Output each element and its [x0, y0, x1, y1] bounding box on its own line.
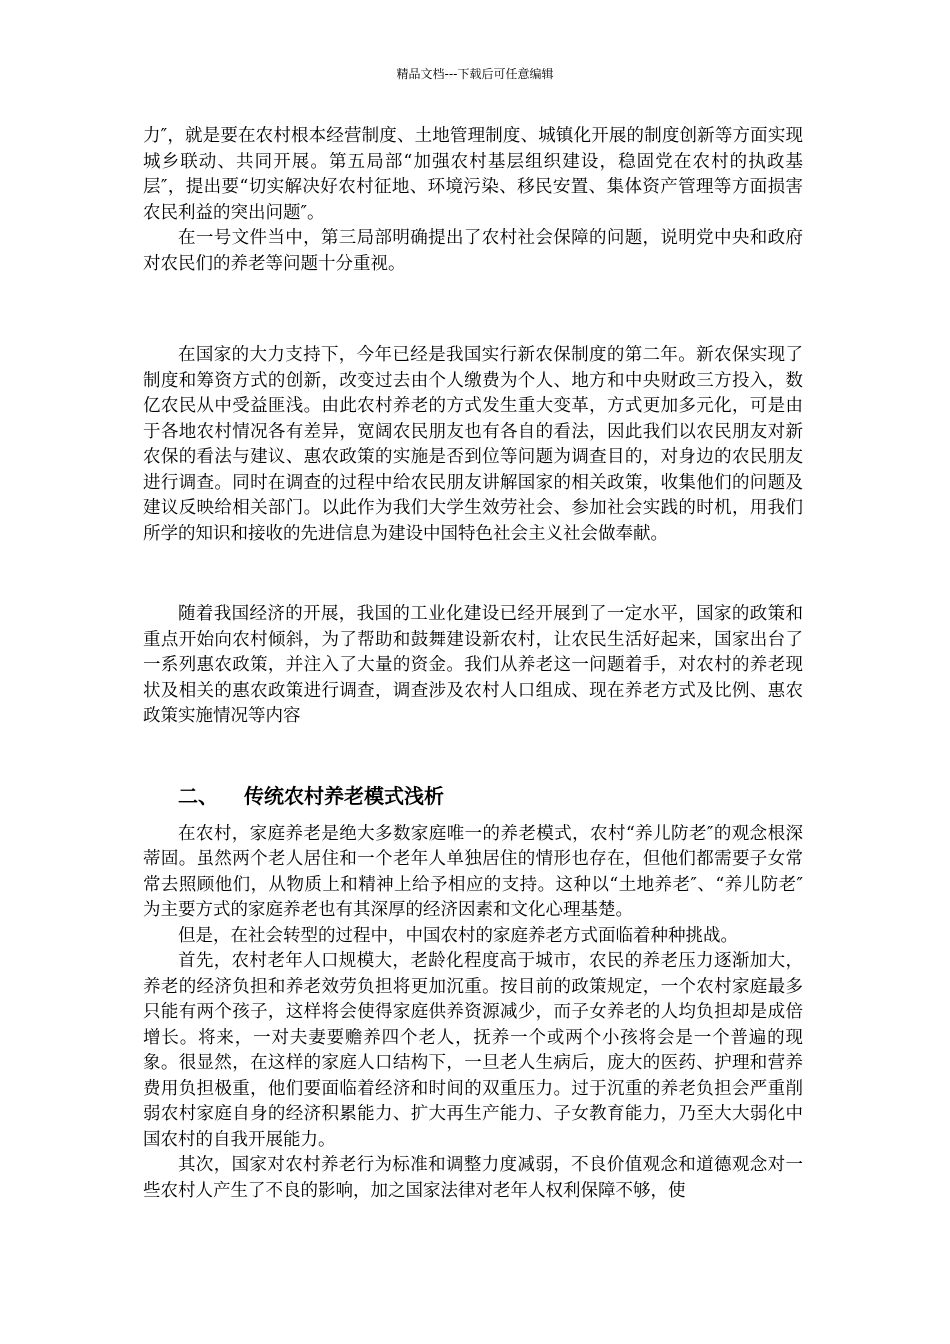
document-body: [143, 124, 803, 1204]
section-title: 传统农村养老模式浅析: [244, 783, 444, 808]
paragraph: 但是，在社会转型的过程中，中国农村的家庭养老方式面临着种种挑战。: [178, 925, 738, 946]
paragraph: 力″，就是要在农村根本经营制度、土地管理制度、城镇化开展的制度创新等方面实现城乡联动、共同开展。第五局部“加强农村基层组织建设，稳固党在农村的执政基层″，提出要“切实解决好农村征地、环境污染、移民安置、集体资产管理等方面损害农民利益的突出问题″。: [143, 126, 803, 223]
paragraph: 随着我国经济的开展，我国的工业化建设已经开展到了一定水平，国家的政策和重点开始向农村倾斜，为了帮助和鼓舞建设新农村，让农民生活好起来，国家出台了一系列惠农政策，并注入了大量的资金。我们从养老这一问题着手，对农村的养老现状及相关的惠农政策进行调查，调查涉及农村人口组成、现在养老方式及比例、惠农政策实施情况等内容: [143, 604, 803, 726]
page-header: 精品文档---下载后可任意编辑: [396, 67, 554, 81]
paragraph: 在农村，家庭养老是绝大多数家庭唯一的养老模式，农村“养儿防老″的观念根深蒂固。虽然两个老人居住和一个老年人单独居住的情形也存在，但他们都需要子女常常去照顾他们，从物质上和精神上给予相应的支持。这种以“土地养老″、“养儿防老″为主要方式的家庭养老也有其深厚的经济因素和文化心理基楚。: [143, 823, 803, 920]
section-number: 二、: [178, 783, 218, 808]
section-heading: [143, 782, 803, 810]
paragraph: 其次，国家对农村养老行为标准和调整力度减弱，不良价值观念和道德观念对一些农村人产生了不良的影响，加之国家法律对老年人权利保障不够，使: [143, 1155, 803, 1201]
paragraph: 在一号文件当中，第三局部明确提出了农村社会保障的问题，说明党中央和政府对农民们的养老等问题十分重视。: [143, 228, 803, 274]
paragraph: 在国家的大力支持下，今年已经是我国实行新农保制度的第二年。新农保实现了制度和筹资方式的创新，改变过去由个人缴费为个人、地方和中央财政三方投入，数亿农民从中受益匪浅。由此农村养老的方式发生重大变革，方式更加多元化，可是由于各地农村情况各有差异，宽阔农民朋友也有各自的看法，因此我们以农民朋友对新农保的看法与建议、惠农政策的实施是否到位等问题为调查目的，对身边的农民朋友进行调查。同时在调查的过程中给农民朋友讲解国家的相关政策，收集他们的问题及建议反映给相关部门。以此作为我们大学生效劳社会、参加社会实践的时机，用我们所学的知识和接收的先进信息为建设中国特色社会主义社会做奉献。: [143, 345, 803, 544]
paragraph: 首先，农村老年人口规模大，老龄化程度高于城市，农民的养老压力逐渐加大，养老的经济负担和养老效劳负担将更加沉重。按目前的政策规定，一个农村家庭最多只能有两个孩子，这样将会使得家庭供养资源减少，而子女养老的人均负担却是成倍增长。将来，一对夫妻要赡养四个老人，抚养一个或两个小孩将会是一个普遍的现象。很显然，在这样的家庭人口结构下，一旦老人生病后，庞大的医药、护理和营养费用负担极重，他们要面临着经济和时间的双重压力。过于沉重的养老负担会严重削弱农村家庭自身的经济积累能力、扩大再生产能力、子女教育能力，乃至大大弱化中国农村的自我开展能力。: [143, 951, 803, 1150]
